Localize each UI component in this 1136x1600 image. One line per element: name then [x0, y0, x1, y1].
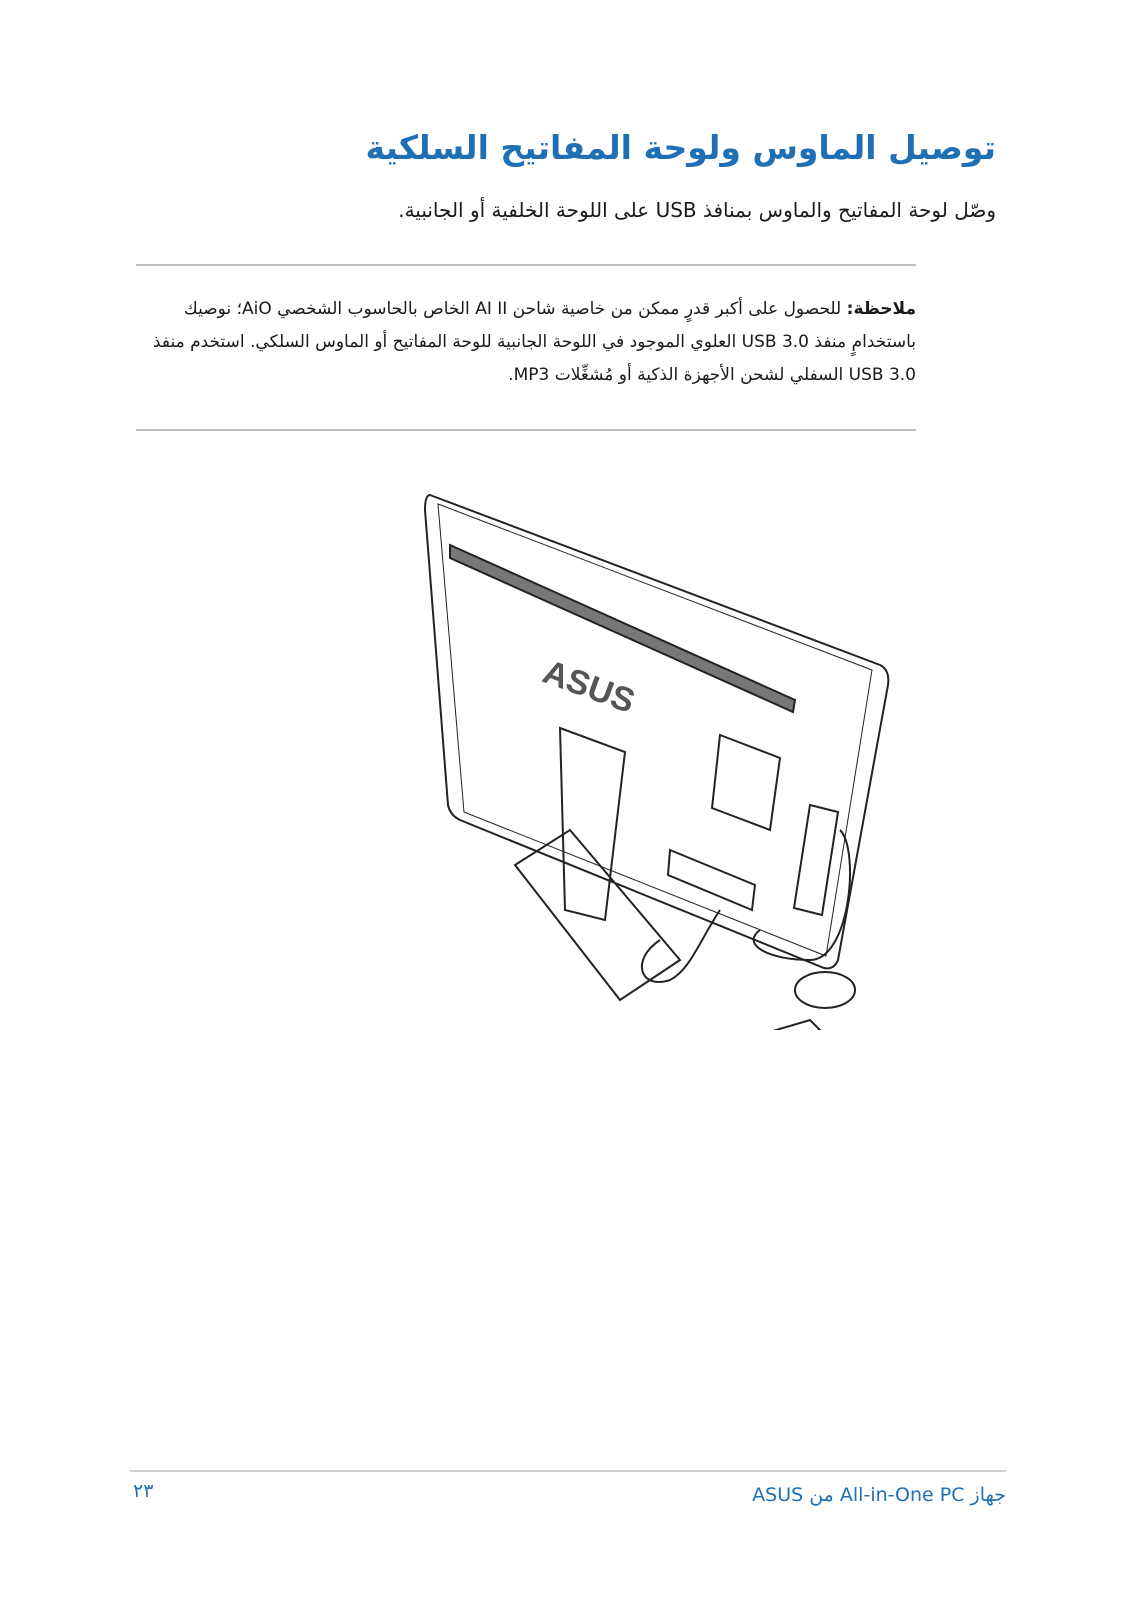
intro-text: وصّل لوحة المفاتيح والماوس بمنافذ USB على اللوحة الخلفية أو الجانبية.: [398, 198, 996, 222]
stand-base: [515, 830, 680, 1000]
page-number: ٢٣: [133, 1480, 154, 1502]
aio-pc-keyboard-mouse-illustration: [420, 490, 910, 1030]
note-bottom-divider: [136, 429, 916, 431]
stand-column: [560, 728, 625, 920]
mouse: [795, 972, 855, 1008]
note-text: للحصول على أكبر قدرٍ ممكن من خاصية شاحن AI II الخاص بالحاسوب الشخصي AiO؛ نوصيك باستخدامٍ منفذ USB 3.0 العلوي الموجود في اللوحة الجانبية للوحة المفاتيح أو الماوس السلكي. استخدم منفذ USB 3.0 السفلي لشحن الأجهزة الذكية أو مُشغِّلات MP3.: [152, 299, 916, 385]
note-label: ملاحظة:: [846, 299, 916, 319]
asus-logo: ASUS: [537, 652, 640, 721]
footer-divider: [130, 1470, 1006, 1472]
note-block: [136, 293, 916, 392]
page-title: توصيل الماوس ولوحة المفاتيح السلكية: [365, 128, 996, 167]
side-port-panel: [794, 805, 838, 915]
keyboard: [540, 1020, 820, 1030]
rear-port-strip: [668, 850, 755, 910]
note-top-divider: [136, 264, 916, 266]
cover-plate: [712, 735, 780, 830]
footer-title: جهاز All-in-One PC من ASUS: [752, 1484, 1006, 1506]
